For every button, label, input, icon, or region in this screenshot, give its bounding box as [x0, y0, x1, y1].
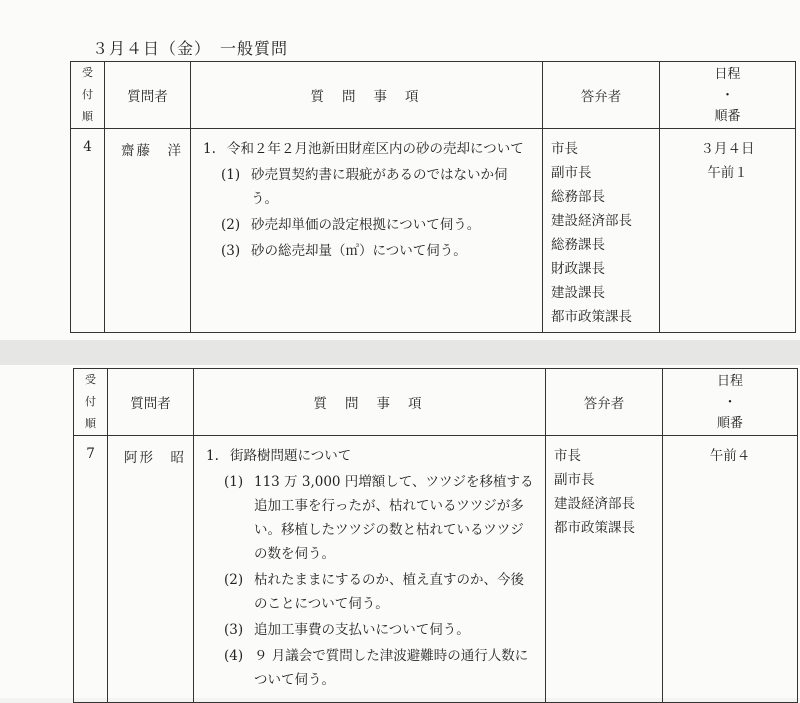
- header-question-items: 質問事項: [194, 369, 546, 436]
- answerer: 市長: [551, 141, 578, 157]
- schedule-slot: 午前１: [707, 165, 748, 181]
- answerer: 副市長: [554, 472, 595, 488]
- answerer-list: [546, 436, 663, 703]
- header-questioner: 質問者: [105, 62, 191, 129]
- table-row: [71, 129, 796, 333]
- schedule-date: ３月４日: [700, 141, 755, 157]
- sheet-gap: [0, 340, 800, 365]
- sub-question: (3) 砂の総売却量（㎥）について伺う。: [221, 243, 467, 259]
- sub-question: (1) 砂売買契約書に瑕疵があるのではないか伺う。: [221, 167, 508, 207]
- header-answerer: 答弁者: [543, 62, 660, 129]
- question-content: [191, 129, 543, 333]
- receipt-number: 7: [74, 436, 108, 703]
- answerer: 都市政策課長: [554, 520, 635, 536]
- answerer: 総務課長: [551, 237, 605, 253]
- question-content: [194, 436, 546, 703]
- header-row: [71, 62, 796, 129]
- header-answerer: 答弁者: [546, 369, 663, 436]
- questioner-name: 齋藤 洋: [105, 129, 191, 333]
- header-row: [74, 369, 798, 436]
- header-schedule: 日程 ・ 順番: [663, 369, 798, 436]
- sub-question: (3) 追加工事費の支払いについて伺う。: [224, 622, 470, 638]
- receipt-number: 4: [71, 129, 105, 333]
- page-title: ３月４日（金） 一般質問: [92, 39, 289, 58]
- answerer-list: [543, 129, 660, 333]
- header-receipt-order: 受 付 順: [74, 369, 108, 436]
- sub-question: (1) 113 万 3,000 円増額して、ツツジを移植する追加工事を行ったが、枯れているツツジが多い。移植したツツジの数と枯れているツツジの数を伺う。: [224, 474, 534, 562]
- answerer: 建設課長: [551, 285, 605, 301]
- answerer: 副市長: [551, 165, 592, 181]
- main-question: 1. 令和２年２月池新田財産区内の砂の売却について: [203, 141, 524, 157]
- schedule-cell: [663, 436, 798, 703]
- answerer: 都市政策課長: [551, 309, 632, 325]
- questioner-name: 阿形 昭: [108, 436, 194, 703]
- main-question: 1. 街路樹問題について: [206, 448, 352, 464]
- sub-question: (2) 枯れたままにするのか、植え直すのか、今後のことについて伺う。: [224, 572, 524, 612]
- answerer: 財政課長: [551, 261, 605, 277]
- answerer: 総務部長: [551, 189, 605, 205]
- schedule-cell: [660, 129, 796, 333]
- header-schedule: 日程 ・ 順番: [660, 62, 796, 129]
- sub-question: (4) ９ 月議会で質問した津波避難時の通行人数について伺う。: [224, 648, 529, 688]
- answerer: 建設経済部長: [551, 213, 632, 229]
- schedule-slot: 午前４: [709, 448, 751, 464]
- question-table-1: [70, 61, 796, 333]
- table-row: [74, 436, 798, 703]
- answerer: 建設経済部長: [554, 496, 635, 512]
- header-question-items: 質問事項: [191, 62, 543, 129]
- answerer: 市長: [554, 448, 581, 464]
- header-questioner: 質問者: [108, 369, 194, 436]
- header-receipt-order: 受 付 順: [71, 62, 105, 129]
- question-table-2: [73, 368, 798, 703]
- sub-question: (2) 砂売却単価の設定根拠について伺う。: [221, 217, 481, 233]
